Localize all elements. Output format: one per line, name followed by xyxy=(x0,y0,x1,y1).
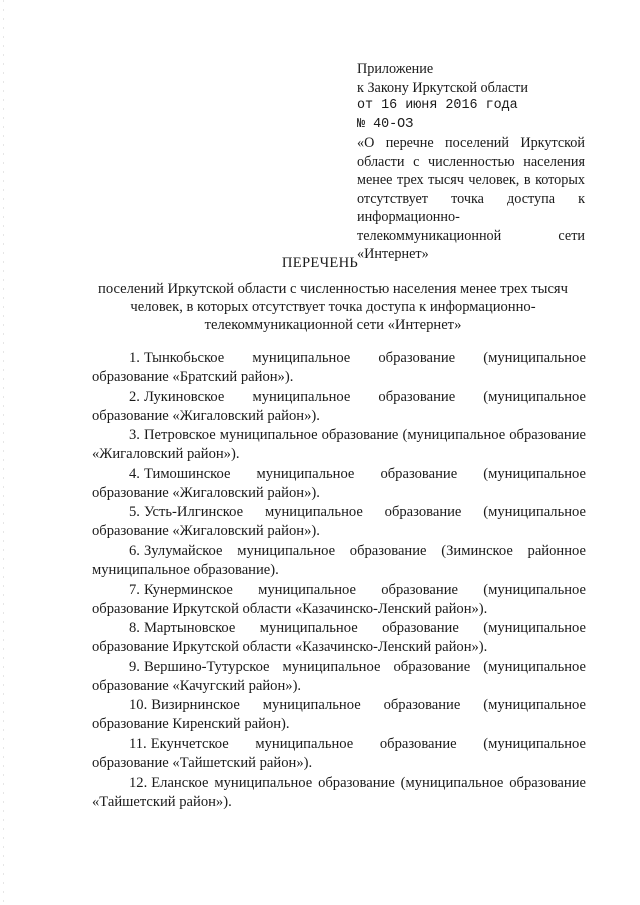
appendix-law-reference: к Закону Иркутской области xyxy=(357,79,528,96)
list-item-text: Еланское муниципальное образование (муниципальное образование «Тайшетский район»). xyxy=(92,774,586,810)
list-item xyxy=(92,426,586,465)
appendix-law-date: от 16 июня 2016 года xyxy=(357,98,518,113)
list-item-text: Вершино-Тутурское муниципальное образование (муниципальное образование «Качугский район»). xyxy=(92,658,586,694)
list-item-text: Зулумайское муниципальное образование (Зиминское районное муниципальное образование). xyxy=(92,542,586,578)
list-item xyxy=(92,465,586,504)
list-item-text: Усть-Илгинское муниципальное образование (муниципальное образование «Жигаловский район»). xyxy=(92,504,586,540)
appendix-law-title: «О перечне поселений Иркутской области с численностью населения менее трех тысяч человек, в которых отсутствует точка доступа к информационно-телекоммуникационной сети «Интернет» xyxy=(357,135,585,262)
list-item-number: 5. xyxy=(129,504,140,521)
list-item xyxy=(92,542,586,581)
list-item-number: 7. xyxy=(129,581,140,598)
list-item-text: Петровское муниципальное образование (муниципальное образование «Жигаловский район»). xyxy=(92,427,586,463)
list-item-number: 9. xyxy=(129,658,140,675)
list-item-number: 4. xyxy=(129,465,140,482)
list-item-number: 12. xyxy=(129,774,148,791)
list-item-text: Визирнинское муниципальное образование (муниципальное образование Киренский район). xyxy=(92,697,586,733)
list-item-number: 1. xyxy=(129,350,140,366)
list-item xyxy=(92,581,586,620)
document-title: ПЕРЕЧЕНЬ xyxy=(281,255,359,271)
list-item xyxy=(92,735,586,774)
appendix-label: Приложение xyxy=(357,61,434,77)
list-item xyxy=(92,388,586,427)
document-subtitle: поселений Иркутской области с численностью населения менее трех тысяч человек, в которых отсутствует точка доступа к информационно-телекоммуникационной сети «Интернет» xyxy=(98,281,568,333)
list-item xyxy=(92,503,586,542)
list-item-text: Мартыновское муниципальное образование (муниципальное образование Иркутской области «Казачинско-Ленский район»). xyxy=(92,620,586,656)
list-item xyxy=(92,696,586,735)
list-item-number: 11. xyxy=(129,735,147,752)
list-item-number: 6. xyxy=(129,542,140,559)
list-item-text: Тынкобьское муниципальное образование (муниципальное образование «Братский район»). xyxy=(92,350,586,385)
list-item-number: 10. xyxy=(129,697,148,714)
list-item-text: Лукиновское муниципальное образование (муниципальное образование «Жигаловский район»). xyxy=(92,388,586,424)
list-item-number: 8. xyxy=(129,620,140,637)
list-item-text: Кунерминское муниципальное образование (муниципальное образование Иркутской области «Казачинско-Ленский район»). xyxy=(92,581,586,617)
scan-edge xyxy=(3,0,4,905)
list-item-number: 3. xyxy=(129,427,140,444)
list-item xyxy=(92,774,586,813)
list-item xyxy=(92,658,586,697)
appendix-header xyxy=(357,60,585,264)
appendix-law-number: № 40-ОЗ xyxy=(357,116,414,132)
list-item-text: Екунчетское муниципальное образование (муниципальное образование «Тайшетский район»). xyxy=(92,735,586,771)
list-item-text: Тимошинское муниципальное образование (муниципальное образование «Жигаловский район»). xyxy=(92,465,586,501)
list-item xyxy=(92,619,586,658)
settlements-list xyxy=(92,349,586,812)
list-item-number: 2. xyxy=(129,388,140,405)
list-item xyxy=(92,349,586,388)
